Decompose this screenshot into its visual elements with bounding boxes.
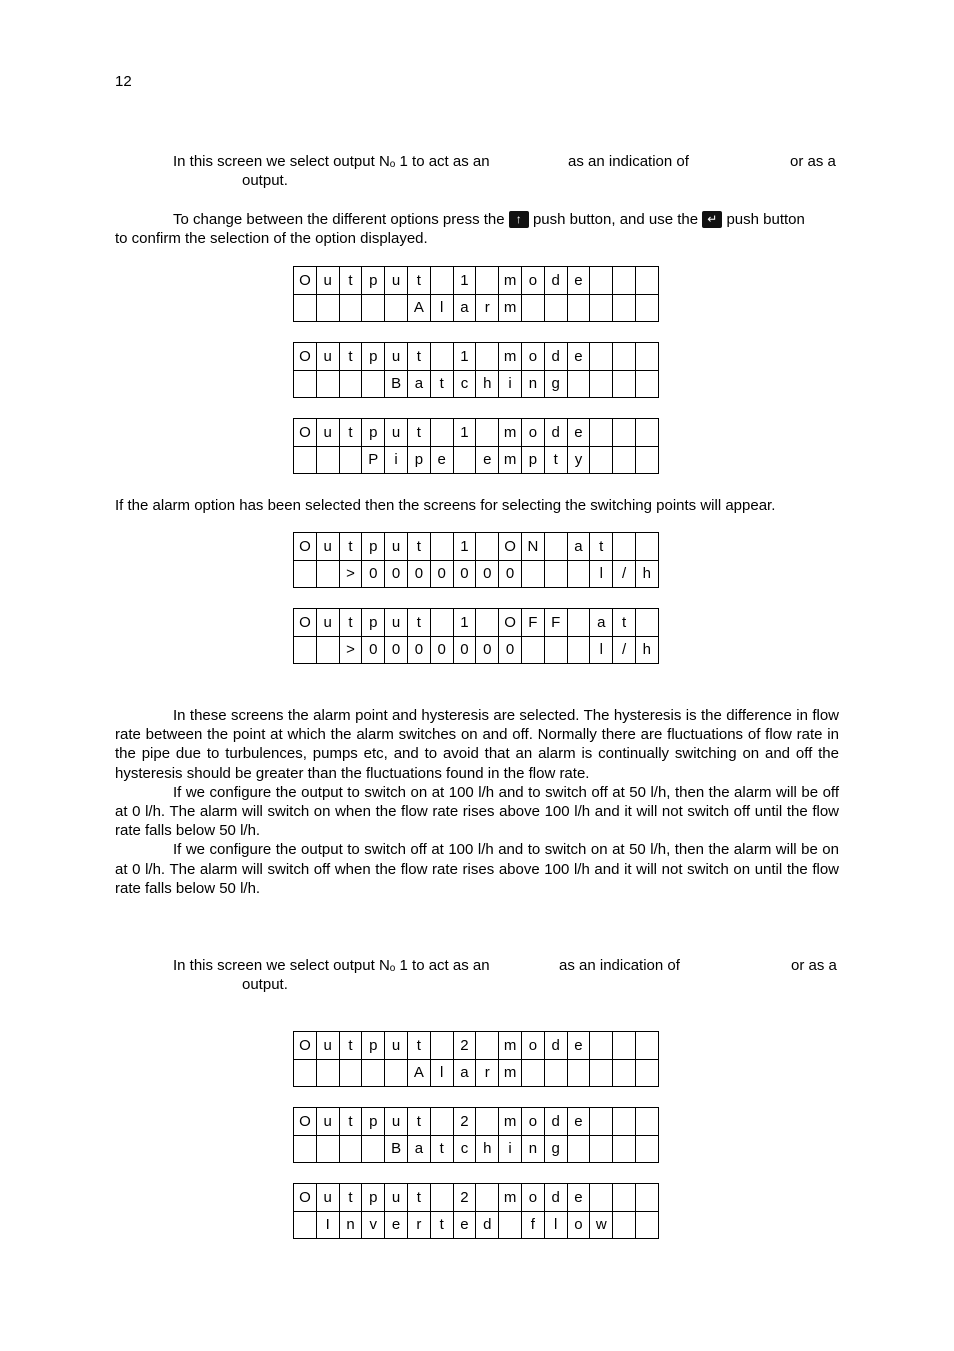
lcd-cell: d: [544, 1032, 567, 1060]
lcd-cell: w: [590, 1211, 613, 1239]
lcd-cell: [567, 560, 590, 588]
lcd-cell: a: [590, 609, 613, 637]
lcd-cell: [613, 1059, 636, 1087]
lcd-cell: 0: [407, 636, 430, 664]
lcd-cell: n: [521, 370, 544, 398]
lcd-cell: e: [567, 1184, 590, 1212]
lcd-cell: [544, 533, 567, 561]
lcd-cell: 0: [453, 636, 476, 664]
lcd-row: [294, 1184, 659, 1212]
lcd-cell: t: [544, 446, 567, 474]
lcd-cell: h: [635, 560, 658, 588]
lcd-cell: p: [362, 533, 385, 561]
lcd-cell: [294, 636, 317, 664]
lcd-cell: [590, 1184, 613, 1212]
lcd-cell: e: [385, 1211, 408, 1239]
lcd-cell: [635, 370, 658, 398]
lcd-cell: [521, 294, 544, 322]
lcd-row: [294, 267, 659, 295]
lcd-cell: [590, 419, 613, 447]
lcd-cell: 0: [430, 560, 453, 588]
lcd-cell: u: [316, 419, 339, 447]
lcd-cell: O: [499, 609, 522, 637]
lcd-cell: [544, 636, 567, 664]
lcd-cell: 0: [430, 636, 453, 664]
alarm-note: If the alarm option has been selected then the screens for selecting the switching points will appear.: [115, 497, 776, 514]
lcd-cell: [613, 294, 636, 322]
lcd-cell: [590, 267, 613, 295]
lcd-cell: I: [316, 1211, 339, 1239]
lcd-cell: m: [499, 294, 522, 322]
intro1-line2: output.: [242, 172, 288, 189]
lcd-cell: 0: [499, 560, 522, 588]
lcd-cell: [590, 1135, 613, 1163]
lcd-cell: g: [544, 370, 567, 398]
lcd-cell: >: [339, 636, 362, 664]
lcd-cell: [294, 370, 317, 398]
intro2-line2: output.: [242, 976, 288, 993]
lcd-cell: 1: [453, 419, 476, 447]
lcd-cell: m: [499, 1032, 522, 1060]
paragraph: In these screens the alarm point and hysteresis are selected. The hysteresis is the difference in flow rate between the point at which the alarm switches on and off. Normally there are fluctuations of flow rate in the pipe due to turbulences, pumps etc, and to avoid that an alarm is continually switching on and off the hysteresis should be greater than the fluctuations found in the flow rate.: [115, 707, 839, 782]
lcd-cell: c: [453, 1135, 476, 1163]
lcd-cell: u: [316, 343, 339, 371]
lcd-cell: t: [339, 267, 362, 295]
intro2-line1-d: or as a: [791, 957, 837, 974]
lcd-row: [294, 370, 659, 398]
lcd-cell: d: [544, 419, 567, 447]
lcd-cell: [635, 419, 658, 447]
lcd-cell: 1: [453, 343, 476, 371]
lcd-cell: t: [430, 1135, 453, 1163]
lcd-cell: [316, 370, 339, 398]
lcd-cell: [430, 1032, 453, 1060]
intro1-line1-c: as an indication of: [568, 153, 689, 170]
lcd-cell: B: [385, 370, 408, 398]
lcd-cell: [590, 370, 613, 398]
lcd-cell: 2: [453, 1108, 476, 1136]
lcd-cell: [613, 343, 636, 371]
lcd-cell: 0: [499, 636, 522, 664]
lcd-cell: 2: [453, 1032, 476, 1060]
lcd-cell: [339, 370, 362, 398]
lcd-cell: [567, 609, 590, 637]
lcd-cell: m: [499, 1184, 522, 1212]
intro1-line1-d: or as a: [790, 153, 836, 170]
lcd-cell: [316, 560, 339, 588]
lcd-cell: d: [544, 1184, 567, 1212]
lcd-cell: [499, 1211, 522, 1239]
lcd-cell: [453, 446, 476, 474]
lcd-cell: [635, 1211, 658, 1239]
lcd-cell: e: [453, 1211, 476, 1239]
lcd-cell: u: [316, 609, 339, 637]
lcd-cell: 0: [385, 636, 408, 664]
lcd-row: [294, 1135, 659, 1163]
lcd-row: [294, 533, 659, 561]
lcd-cell: t: [339, 609, 362, 637]
intro2-line1-c: as an indication of: [559, 957, 680, 974]
lcd-cell: [635, 1059, 658, 1087]
lcd-cell: a: [407, 370, 430, 398]
lcd-cell: [339, 446, 362, 474]
paragraph: If we configure the output to switch off at 100 l/h and to switch on at 50 l/h, then the alarm will be on at 0 l/h. The alarm will switch off when the flow rate rises above 100 l/h and it will not switch on until the flow rate falls below 50 l/h.: [115, 841, 839, 897]
lcd-cell: d: [544, 1108, 567, 1136]
lcd-cell: u: [385, 343, 408, 371]
lcd-cell: i: [499, 1135, 522, 1163]
lcd-row: [294, 343, 659, 371]
lcd-row: [294, 636, 659, 664]
lcd-cell: [590, 343, 613, 371]
lcd-cell: p: [521, 446, 544, 474]
lcd-cell: e: [430, 446, 453, 474]
lcd-screen-output2-inverted-flow: [293, 1183, 659, 1239]
lcd-cell: [339, 1135, 362, 1163]
lcd-cell: O: [294, 1108, 317, 1136]
lcd-cell: d: [476, 1211, 499, 1239]
lcd-cell: [613, 1032, 636, 1060]
lcd-cell: l: [430, 294, 453, 322]
lcd-cell: l: [590, 636, 613, 664]
lcd-cell: u: [385, 1184, 408, 1212]
lcd-cell: n: [521, 1135, 544, 1163]
lcd-cell: e: [567, 419, 590, 447]
lcd-cell: [316, 1059, 339, 1087]
lcd-cell: 0: [453, 560, 476, 588]
lcd-cell: o: [521, 343, 544, 371]
intro2-line1-a: In this screen we select output No 1 to act as an: [173, 957, 490, 974]
lcd-cell: [635, 343, 658, 371]
lcd-cell: [316, 294, 339, 322]
lcd-cell: [613, 1108, 636, 1136]
lcd-cell: u: [385, 533, 408, 561]
lcd-cell: 2: [453, 1184, 476, 1212]
lcd-cell: t: [590, 533, 613, 561]
lcd-cell: t: [407, 267, 430, 295]
lcd-cell: v: [362, 1211, 385, 1239]
lcd-cell: d: [544, 267, 567, 295]
lcd-cell: [430, 343, 453, 371]
lcd-screen-output1-pipe-empty: [293, 418, 659, 474]
lcd-row: [294, 609, 659, 637]
page-number: 12: [115, 73, 132, 90]
lcd-cell: t: [407, 609, 430, 637]
up-arrow-icon: ↑: [509, 211, 529, 228]
lcd-cell: [635, 609, 658, 637]
lcd-cell: [613, 1184, 636, 1212]
lcd-cell: m: [499, 267, 522, 295]
lcd-row: [294, 1108, 659, 1136]
lcd-cell: O: [294, 267, 317, 295]
lcd-cell: >: [339, 560, 362, 588]
lcd-cell: [544, 294, 567, 322]
lcd-cell: i: [385, 446, 408, 474]
lcd-cell: A: [407, 1059, 430, 1087]
lcd-screen-output1-alarm: [293, 266, 659, 322]
lcd-screen-output1-off-at: [293, 608, 659, 664]
lcd-cell: [635, 1032, 658, 1060]
lcd-cell: n: [339, 1211, 362, 1239]
lcd-row: [294, 419, 659, 447]
lcd-cell: [294, 1059, 317, 1087]
lcd-cell: e: [567, 343, 590, 371]
lcd-cell: e: [567, 1032, 590, 1060]
lcd-cell: 0: [476, 560, 499, 588]
instructions-line2: to confirm the selection of the option displayed.: [115, 230, 428, 247]
lcd-cell: g: [544, 1135, 567, 1163]
lcd-cell: [635, 294, 658, 322]
lcd-cell: 0: [362, 636, 385, 664]
hysteresis-text: [115, 706, 839, 898]
lcd-cell: t: [407, 1108, 430, 1136]
lcd-cell: N: [521, 533, 544, 561]
lcd-row: [294, 446, 659, 474]
lcd-cell: o: [521, 1184, 544, 1212]
lcd-cell: d: [544, 343, 567, 371]
lcd-cell: [613, 1211, 636, 1239]
lcd-cell: u: [385, 1108, 408, 1136]
lcd-cell: [476, 1032, 499, 1060]
lcd-cell: [635, 533, 658, 561]
lcd-cell: f: [521, 1211, 544, 1239]
lcd-cell: m: [499, 1108, 522, 1136]
lcd-cell: [385, 294, 408, 322]
lcd-cell: [294, 446, 317, 474]
lcd-cell: u: [316, 533, 339, 561]
lcd-cell: m: [499, 446, 522, 474]
lcd-cell: [635, 1184, 658, 1212]
lcd-cell: [590, 294, 613, 322]
lcd-cell: [590, 1108, 613, 1136]
lcd-cell: 1: [453, 267, 476, 295]
lcd-cell: [339, 294, 362, 322]
lcd-cell: i: [499, 370, 522, 398]
lcd-cell: e: [476, 446, 499, 474]
lcd-cell: a: [567, 533, 590, 561]
lcd-cell: m: [499, 343, 522, 371]
lcd-cell: t: [407, 1032, 430, 1060]
lcd-cell: r: [407, 1211, 430, 1239]
lcd-cell: t: [407, 1184, 430, 1212]
lcd-cell: [430, 267, 453, 295]
lcd-cell: t: [339, 1108, 362, 1136]
lcd-cell: o: [521, 1032, 544, 1060]
lcd-cell: u: [385, 419, 408, 447]
lcd-cell: [294, 1135, 317, 1163]
lcd-cell: [613, 370, 636, 398]
lcd-cell: [521, 636, 544, 664]
intro1-line1-a: In this screen we select output No 1 to act as an: [173, 153, 490, 170]
lcd-cell: O: [294, 419, 317, 447]
lcd-cell: [294, 560, 317, 588]
lcd-cell: [476, 267, 499, 295]
lcd-cell: O: [294, 609, 317, 637]
lcd-cell: 0: [407, 560, 430, 588]
lcd-cell: a: [453, 1059, 476, 1087]
lcd-cell: [544, 1059, 567, 1087]
lcd-cell: [430, 1108, 453, 1136]
lcd-screen-output1-on-at: [293, 532, 659, 588]
lcd-cell: [613, 1135, 636, 1163]
lcd-cell: t: [407, 343, 430, 371]
lcd-cell: p: [362, 419, 385, 447]
lcd-cell: 1: [453, 609, 476, 637]
lcd-cell: y: [567, 446, 590, 474]
lcd-cell: h: [635, 636, 658, 664]
lcd-cell: O: [294, 1184, 317, 1212]
lcd-cell: p: [362, 267, 385, 295]
lcd-cell: e: [567, 1108, 590, 1136]
lcd-cell: [567, 1135, 590, 1163]
lcd-cell: t: [613, 609, 636, 637]
lcd-cell: t: [339, 343, 362, 371]
lcd-cell: h: [476, 1135, 499, 1163]
lcd-cell: [613, 446, 636, 474]
lcd-cell: u: [385, 267, 408, 295]
lcd-cell: [430, 419, 453, 447]
lcd-cell: [635, 267, 658, 295]
lcd-cell: a: [453, 294, 476, 322]
lcd-cell: t: [407, 533, 430, 561]
enter-icon: ↵: [702, 211, 722, 228]
lcd-cell: o: [521, 267, 544, 295]
lcd-cell: o: [521, 419, 544, 447]
lcd-cell: [430, 533, 453, 561]
lcd-cell: t: [407, 419, 430, 447]
lcd-cell: m: [499, 1059, 522, 1087]
lcd-cell: [590, 1059, 613, 1087]
lcd-cell: [476, 1108, 499, 1136]
lcd-screen-output1-batching: [293, 342, 659, 398]
lcd-cell: u: [316, 1108, 339, 1136]
lcd-cell: [567, 636, 590, 664]
lcd-cell: [567, 294, 590, 322]
lcd-cell: t: [339, 1184, 362, 1212]
lcd-cell: O: [294, 1032, 317, 1060]
lcd-cell: /: [613, 560, 636, 588]
lcd-cell: p: [362, 343, 385, 371]
lcd-row: [294, 1211, 659, 1239]
lcd-cell: m: [499, 419, 522, 447]
lcd-cell: t: [430, 370, 453, 398]
lcd-cell: [316, 636, 339, 664]
lcd-row: [294, 560, 659, 588]
lcd-cell: u: [316, 1184, 339, 1212]
lcd-row: [294, 294, 659, 322]
lcd-cell: l: [590, 560, 613, 588]
lcd-cell: [476, 343, 499, 371]
lcd-cell: [590, 1032, 613, 1060]
lcd-cell: 0: [476, 636, 499, 664]
lcd-cell: [294, 294, 317, 322]
lcd-cell: u: [385, 1032, 408, 1060]
lcd-row: [294, 1059, 659, 1087]
lcd-cell: [635, 1135, 658, 1163]
lcd-cell: [476, 609, 499, 637]
lcd-cell: [430, 609, 453, 637]
lcd-cell: O: [294, 343, 317, 371]
lcd-screen-output2-batching: [293, 1107, 659, 1163]
lcd-cell: u: [316, 267, 339, 295]
lcd-cell: a: [407, 1135, 430, 1163]
lcd-cell: [385, 1059, 408, 1087]
lcd-cell: h: [476, 370, 499, 398]
lcd-cell: [567, 370, 590, 398]
lcd-row: [294, 1032, 659, 1060]
lcd-cell: O: [294, 533, 317, 561]
lcd-cell: u: [385, 609, 408, 637]
lcd-cell: p: [362, 1184, 385, 1212]
lcd-cell: l: [544, 1211, 567, 1239]
lcd-cell: [430, 1184, 453, 1212]
lcd-cell: t: [339, 533, 362, 561]
lcd-cell: p: [407, 446, 430, 474]
lcd-cell: [316, 446, 339, 474]
lcd-cell: 1: [453, 533, 476, 561]
lcd-cell: p: [362, 1108, 385, 1136]
lcd-cell: [316, 1135, 339, 1163]
lcd-cell: r: [476, 294, 499, 322]
lcd-cell: [521, 560, 544, 588]
lcd-cell: 0: [362, 560, 385, 588]
lcd-cell: P: [362, 446, 385, 474]
lcd-cell: [567, 1059, 590, 1087]
lcd-cell: o: [567, 1211, 590, 1239]
lcd-cell: [613, 267, 636, 295]
lcd-cell: t: [339, 1032, 362, 1060]
lcd-cell: O: [499, 533, 522, 561]
lcd-cell: [635, 1108, 658, 1136]
lcd-cell: t: [430, 1211, 453, 1239]
lcd-cell: c: [453, 370, 476, 398]
lcd-cell: l: [430, 1059, 453, 1087]
lcd-cell: [294, 1211, 317, 1239]
lcd-cell: o: [521, 1108, 544, 1136]
lcd-cell: r: [476, 1059, 499, 1087]
lcd-screen-output2-alarm: [293, 1031, 659, 1087]
lcd-cell: [476, 533, 499, 561]
lcd-cell: [544, 560, 567, 588]
lcd-cell: p: [362, 609, 385, 637]
lcd-cell: e: [567, 267, 590, 295]
lcd-cell: [521, 1059, 544, 1087]
lcd-cell: p: [362, 1032, 385, 1060]
lcd-cell: 0: [385, 560, 408, 588]
lcd-cell: F: [521, 609, 544, 637]
lcd-cell: [362, 1135, 385, 1163]
lcd-cell: A: [407, 294, 430, 322]
paragraph: If we configure the output to switch on at 100 l/h and to switch off at 50 l/h, then the alarm will be off at 0 l/h. The alarm will switch on when the flow rate rises above 100 l/h and it will not switch off until the flow rate falls below 50 l/h.: [115, 783, 839, 840]
lcd-cell: [476, 419, 499, 447]
lcd-cell: /: [613, 636, 636, 664]
lcd-cell: F: [544, 609, 567, 637]
lcd-cell: [590, 446, 613, 474]
lcd-cell: [613, 419, 636, 447]
lcd-cell: u: [316, 1032, 339, 1060]
lcd-cell: [635, 446, 658, 474]
lcd-cell: [613, 533, 636, 561]
lcd-cell: [362, 1059, 385, 1087]
lcd-cell: B: [385, 1135, 408, 1163]
lcd-cell: [339, 1059, 362, 1087]
instructions-line1: To change between the different options press the ↑ push button, and use the ↵ push button: [173, 211, 805, 228]
lcd-cell: [476, 1184, 499, 1212]
lcd-cell: [362, 294, 385, 322]
lcd-cell: t: [339, 419, 362, 447]
lcd-cell: [362, 370, 385, 398]
